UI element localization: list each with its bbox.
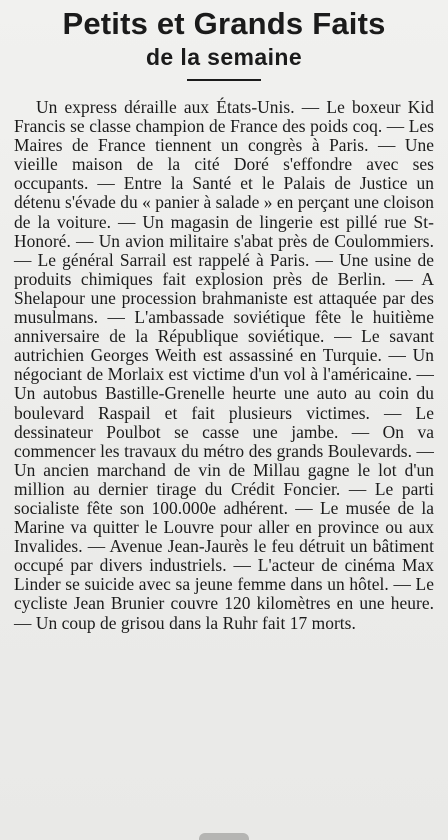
article-subtitle: de la semaine [145,44,303,70]
title-divider [187,79,261,81]
page-edge-mark [199,833,249,840]
article-body: Un express déraille aux États-Unis. — Le boxeur Kid Francis se classe champion de France des poids coq. — Les Maires de France tiennent un congrès à Paris. — Une vieille maison de la cité Doré s'effondre avec ses occupants. — Entre la Santé et le Palais de Justice un détenu s'évade du « panier à salade » en perçant une cloison de la voiture. — Un magasin de lingerie est pillé rue St-Honoré. — Un avion militaire s'abat près de Coulommiers. — Le général Sarrail est rappelé à Paris. — Une usine de produits chimiques fait explosion près de Berlin. — A Shelapour une procession brahmaniste est attaquée par des musulmans. — L'ambassade soviétique fête le huitième anniversaire de la République soviétique. — Le savant autrichien Georges Weith est assassiné en Turquie. — Un négociant de Morlaix est victime d'un vol à l'américaine. — Un autobus Bastille-Grenelle heurte une auto au coin du boulevard Raspail et fait plusieurs victimes. — Le dessinateur Poulbot se casse une jambe. — On va commencer les travaux du métro des grands Boulevards. — Un ancien marchand de vin de Millau gagne le lot d'un million au dernier tirage du Crédit Foncier. — Le parti socialiste fête son 100.000e adhérent. — Le musée de la Marine va quitter le Louvre pour aller en province ou aux Invalides. — Avenue Jean-Jaurès le feu détruit un bâtiment occupé par divers industriels. — L'acteur de cinéma Max Linder se suicide avec sa jeune femme dans un hôtel. — Le cycliste Jean Brunier couvre 120 kilomètres en une heure. — Un coup de grisou dans la Ruhr fait 17 morts. [14,97,434,633]
article-title: Petits et Grands Faits [62,6,386,41]
